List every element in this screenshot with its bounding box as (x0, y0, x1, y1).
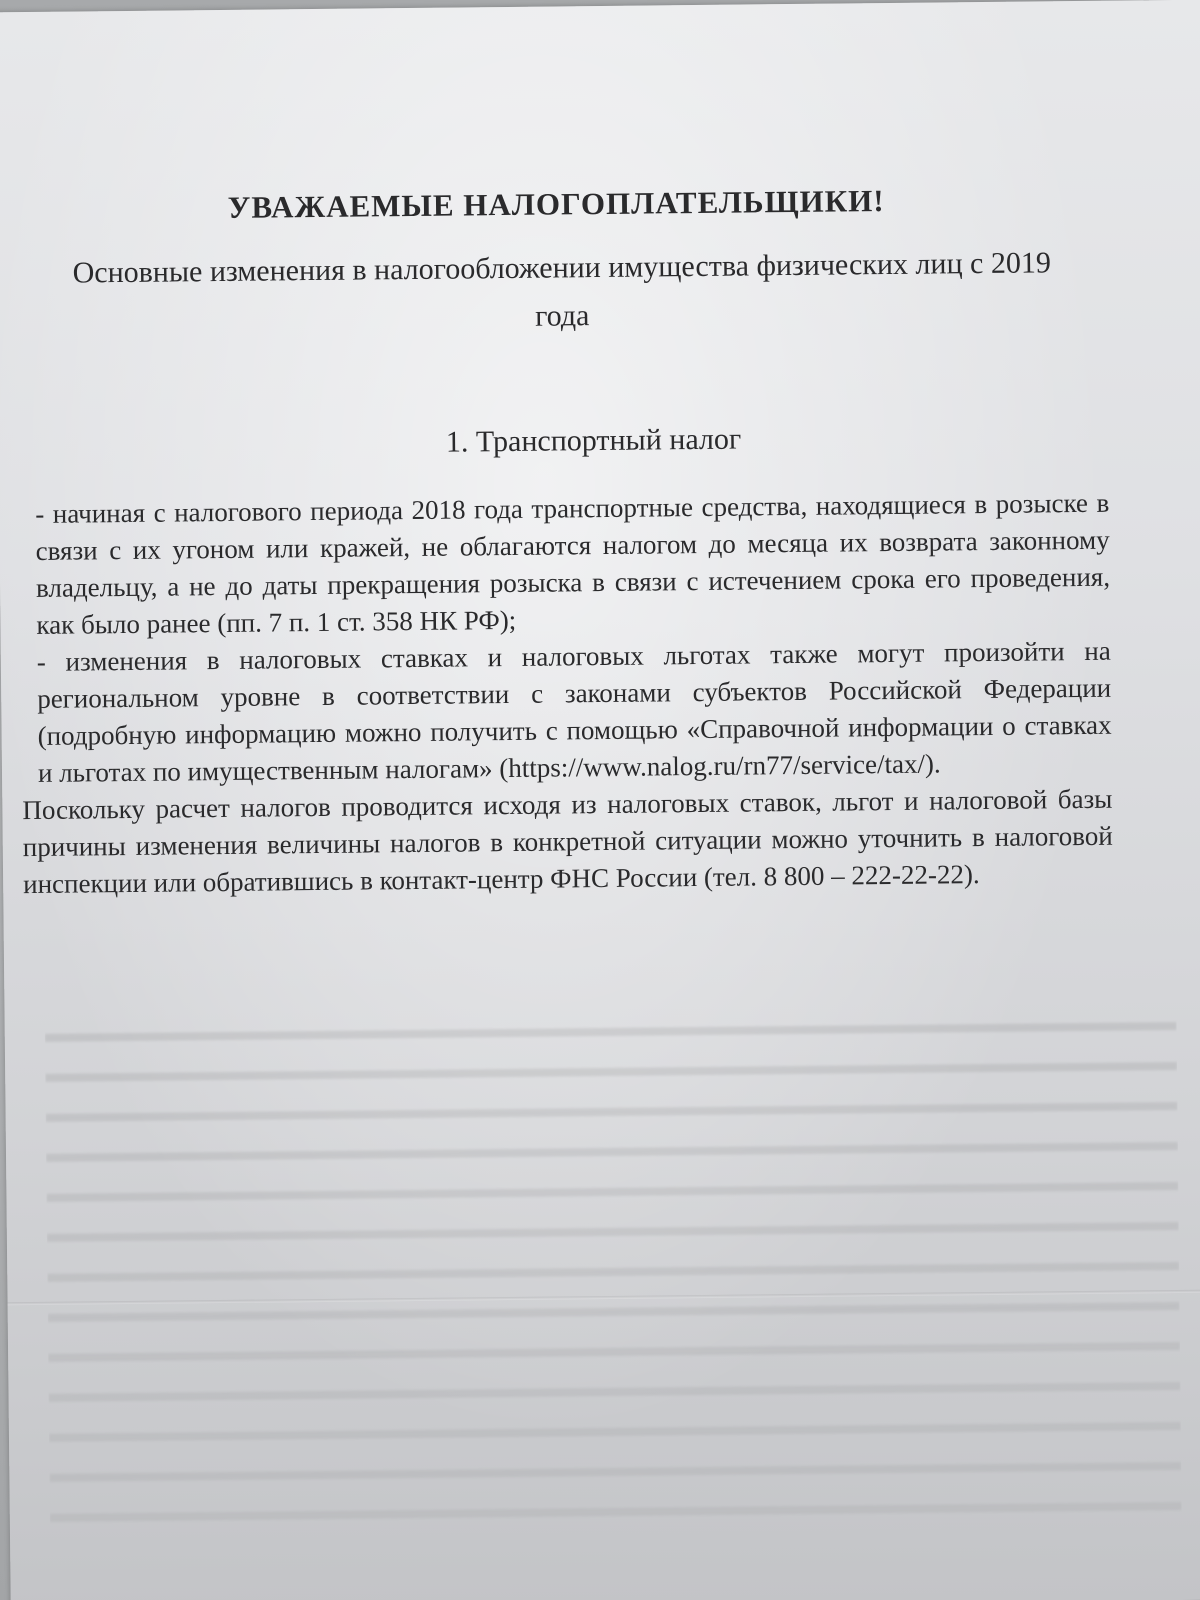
paragraph-regional-changes: - изменения в налоговых ставках и налоговых льготах также могут произойти на региональном уровне в соответствии с законами субъектов Российской Федерации (подробную информацию можно получить с помощью «Справочной информации о ставках и льготах по имущественным налогам» (https://www.nalog.ru/rn77/service/tax/). (36, 635, 1112, 788)
paragraph-stolen-vehicles: - начиная с налогового периода 2018 года транспортные средства, находящиеся в розыске в связи с их угоном или кражей, не облагаются налогом до месяца их возврата законному владельцу, а не до даты прекращения розыска в связи с истечением срока его проведения, как было ранее (пп. 7 п. 1 ст. 358 НК РФ); (35, 487, 1111, 640)
document-body (16, 171, 1113, 903)
document-title: УВАЖАЕМЫЕ НАЛОГОПЛАТЕЛЬЩИКИ! (227, 183, 885, 225)
document-subtitle: Основные изменения в налогообложении имущества физических лиц с 2019 года (72, 246, 1052, 333)
section-heading: 1. Транспортный налог (445, 422, 742, 459)
paragraph-contact-info: Поскольку расчет налогов проводится исходя из налоговых ставок, льгот и налоговой базы причины изменения величины налогов в конкретной ситуации можно уточнить в налоговой инспекции или обратившись в контакт-центр ФНС России (тел. 8 800 – 222-22-22). (22, 783, 1113, 900)
show-through-text (45, 1000, 1182, 1532)
